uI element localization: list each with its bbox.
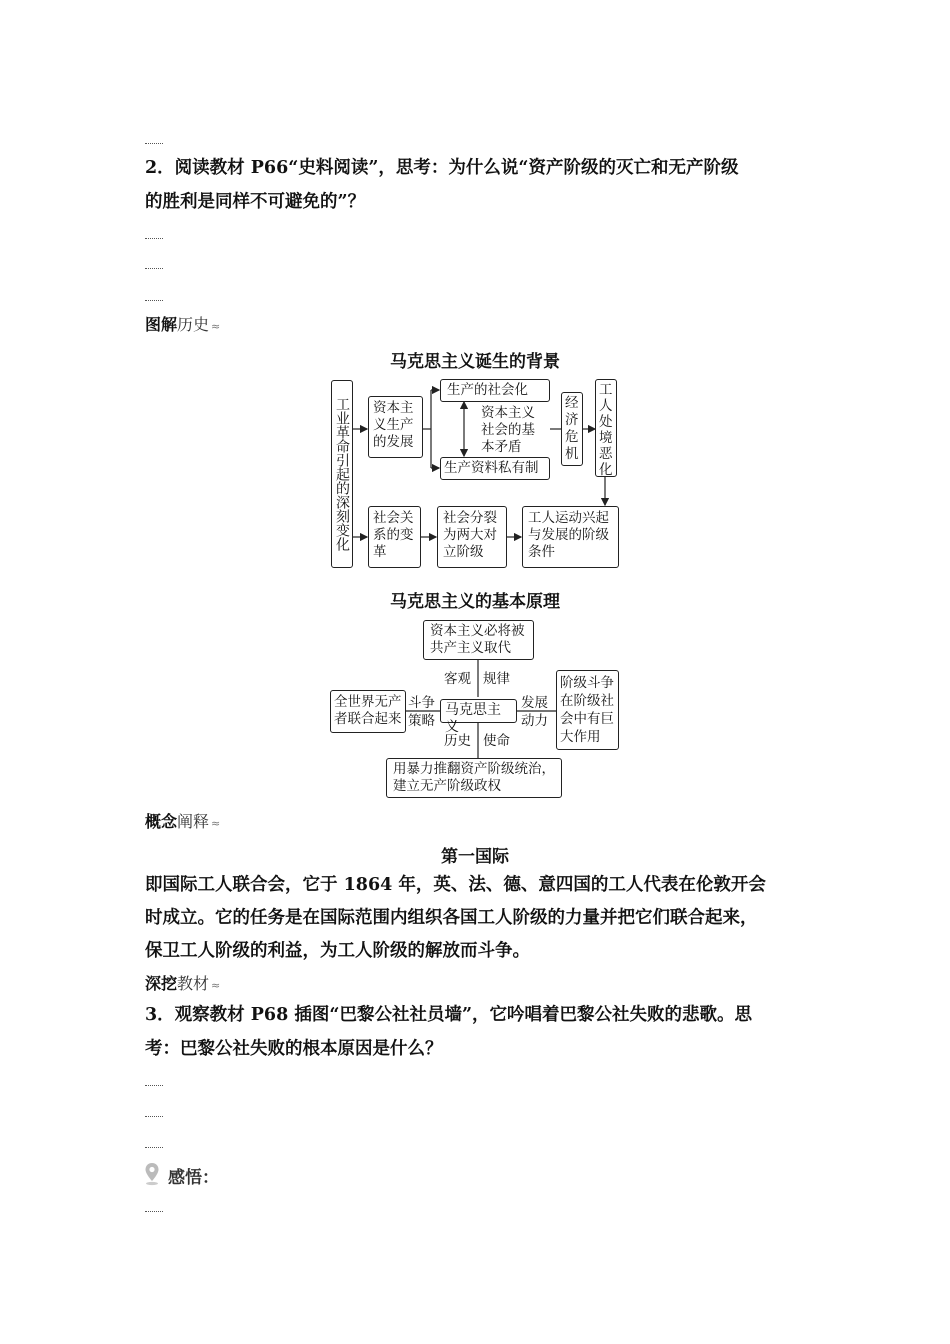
location-pin-icon <box>144 1162 160 1186</box>
workers-movement-box: 工人运动兴起与发展的阶级条件 <box>522 506 619 568</box>
question-3: 3．观察教材 P68 插图“巴黎公社社员墙”，它吟唱着巴黎公社失败的悲歌。思 考：巴黎公社失败的根本原因是什么？ <box>145 1005 753 1059</box>
production-socialization-box: 生产的社会化 <box>440 379 550 402</box>
concept-paragraph: 即国际工人联合会，它于 1864 年，英、法、德、意四国的工人代表在伦敦开会 时成立。它的任务是在国际范围内组织各国工人阶级的力量并把它们联合起来， 保卫工人阶级的利益，为工人阶级的解放而斗争。 <box>145 875 766 961</box>
label-shiming: 使命 <box>483 733 510 749</box>
social-relations-box: 社会关系的变革 <box>368 506 421 568</box>
worker-conditions-box: 工人处境恶化 <box>595 379 617 477</box>
private-ownership-box: 生产资料私有制 <box>440 457 550 480</box>
economic-crisis-box: 经济危机 <box>561 392 583 466</box>
communism-replaces-box: 资本主义必将被共产主义取代 <box>423 620 534 660</box>
insight-label: 感悟： <box>168 1168 219 1188</box>
label-fazhan: 发展 <box>521 695 548 711</box>
section-heading-gainian: 概念阐释 ≈ <box>145 812 221 831</box>
capitalist-development-box: 资本主义生产的发展 <box>368 396 423 458</box>
label-dongli: 动力 <box>521 713 548 729</box>
answer-blank[interactable] <box>145 1085 163 1086</box>
label-celue: 策略 <box>408 713 435 729</box>
diagram1-title: 马克思主义诞生的背景 <box>390 352 560 372</box>
basic-contradiction-label: 资本主义社会的基本矛盾 <box>481 405 535 455</box>
answer-blank[interactable] <box>145 1147 163 1148</box>
concept-title: 第一国际 <box>441 847 509 867</box>
workers-unite-box: 全世界无产者联合起来 <box>330 690 406 733</box>
question-2: 2．阅读教材 P66“史料阅读”，思考：为什么说“资产阶级的灭亡和无产阶级 的胜利是同样不可避免的”？ <box>145 158 739 212</box>
chevron-down-icon: ≈ <box>211 320 221 333</box>
section-heading-tujie: 图解历史 ≈ <box>145 315 221 334</box>
chevron-down-icon: ≈ <box>211 979 221 992</box>
overthrow-bourgeoisie-box: 用暴力推翻资产阶级统治，建立无产阶级政权 <box>386 758 562 798</box>
label-lishi: 历史 <box>444 733 471 749</box>
diagram2-title: 马克思主义的基本原理 <box>390 592 560 612</box>
industrial-revolution-box: 工业革命引起的深刻变化 <box>331 380 353 568</box>
chevron-down-icon: ≈ <box>211 817 221 830</box>
marxism-center-box: 马克思主义 <box>440 699 517 723</box>
answer-blank[interactable] <box>145 1211 163 1212</box>
class-split-box: 社会分裂为两大对立阶级 <box>437 506 507 568</box>
label-douzheng: 斗争 <box>408 695 435 711</box>
label-keguan: 客观 <box>444 671 471 687</box>
answer-blank[interactable] <box>145 1116 163 1117</box>
section-heading-shenwa: 深挖教材 ≈ <box>145 974 221 993</box>
label-guilv: 规律 <box>483 671 510 687</box>
class-struggle-box: 阶级斗争在阶级社会中有巨大作用 <box>556 670 619 750</box>
